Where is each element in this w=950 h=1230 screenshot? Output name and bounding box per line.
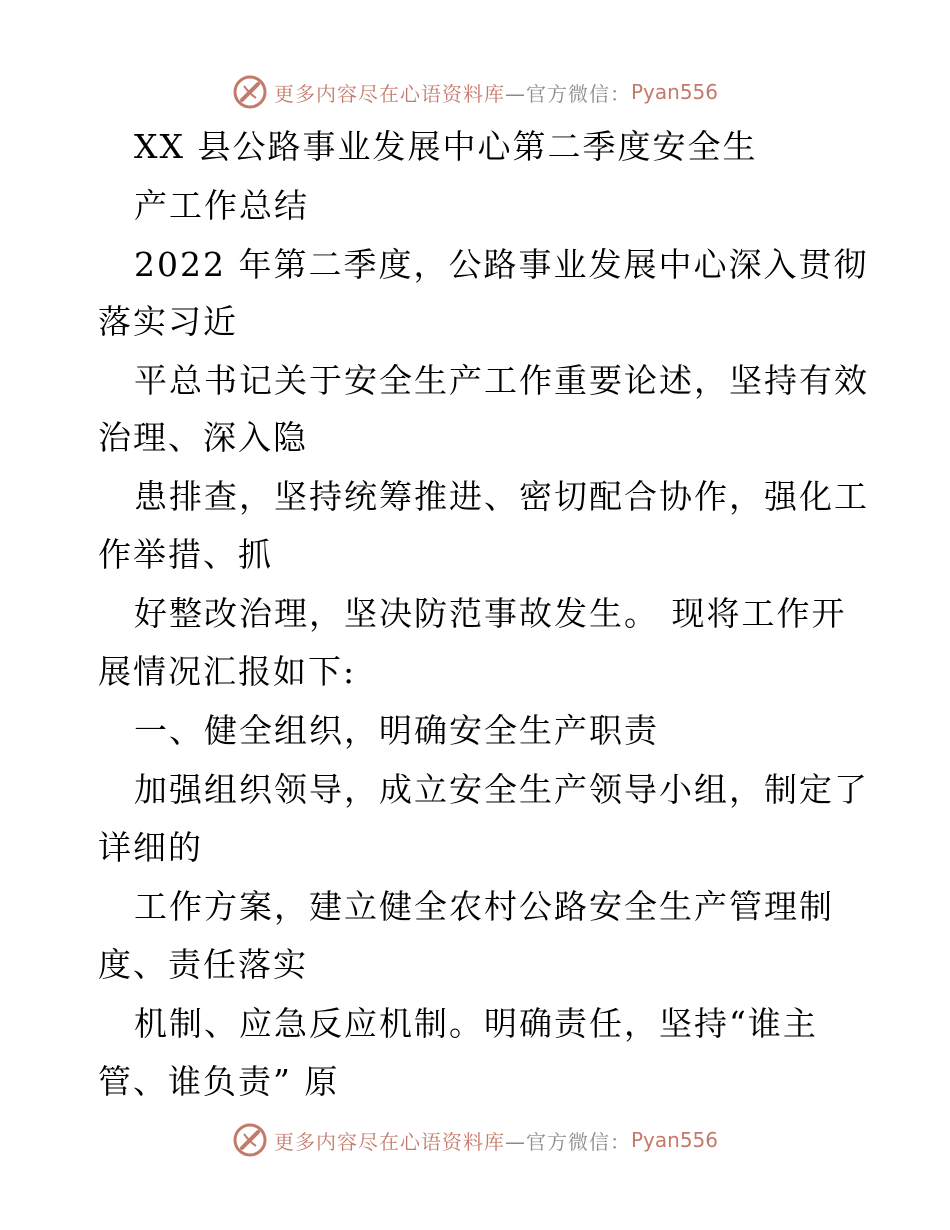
body-line: 展情况汇报如下: bbox=[98, 652, 357, 691]
body-line: 管、谁负责” 原 bbox=[98, 1062, 340, 1101]
body-line: 好整改治理，坚决防范事故发生。 现将工作开 bbox=[134, 594, 847, 633]
section-heading: 一、健全组织，明确安全生产职责 bbox=[134, 711, 659, 750]
body-line: 患排查，坚持统筹推进、密切配合协作，强化工 bbox=[134, 477, 869, 516]
brand-logo-icon bbox=[232, 74, 268, 110]
watermark-wechat-id: Pyan556 bbox=[631, 80, 719, 104]
body-line: 治理、深入隐 bbox=[98, 418, 308, 457]
body-line: 加强组织领导，成立安全生产领导小组，制定了 bbox=[134, 770, 869, 809]
body-line: 落实习近 bbox=[98, 302, 238, 341]
body-line: 工作方案，建立健全农村公路安全生产管理制 bbox=[134, 887, 834, 926]
body-line: 作举措、抓 bbox=[98, 535, 273, 574]
watermark-sub-text: —官方微信： bbox=[505, 81, 631, 106]
body-line: 度、责任落实 bbox=[98, 945, 308, 984]
watermark-footer bbox=[232, 1120, 718, 1160]
watermark-wechat-id: Pyan556 bbox=[631, 1128, 719, 1152]
watermark-main-text: 更多内容尽在心语资料库 bbox=[274, 1129, 505, 1154]
body-line: 机制、应急反应机制。明确责任，坚持“谁主 bbox=[134, 1004, 818, 1043]
watermark-main-text: 更多内容尽在心语资料库 bbox=[274, 81, 505, 106]
body-line: 详细的 bbox=[98, 828, 203, 867]
brand-logo-icon bbox=[232, 1122, 268, 1158]
body-line: 平总书记关于安全生产工作重要论述，坚持有效 bbox=[134, 361, 869, 400]
watermark-sub-text: —官方微信： bbox=[505, 1129, 631, 1154]
watermark-header bbox=[232, 72, 718, 112]
body-line: 2022 年第二季度，公路事业发展中心深入贯彻 bbox=[134, 245, 869, 284]
title-line-2: 产工作总结 bbox=[134, 186, 309, 225]
title-line-1: XX 县公路事业发展中心第二季度安全生 bbox=[134, 127, 758, 166]
